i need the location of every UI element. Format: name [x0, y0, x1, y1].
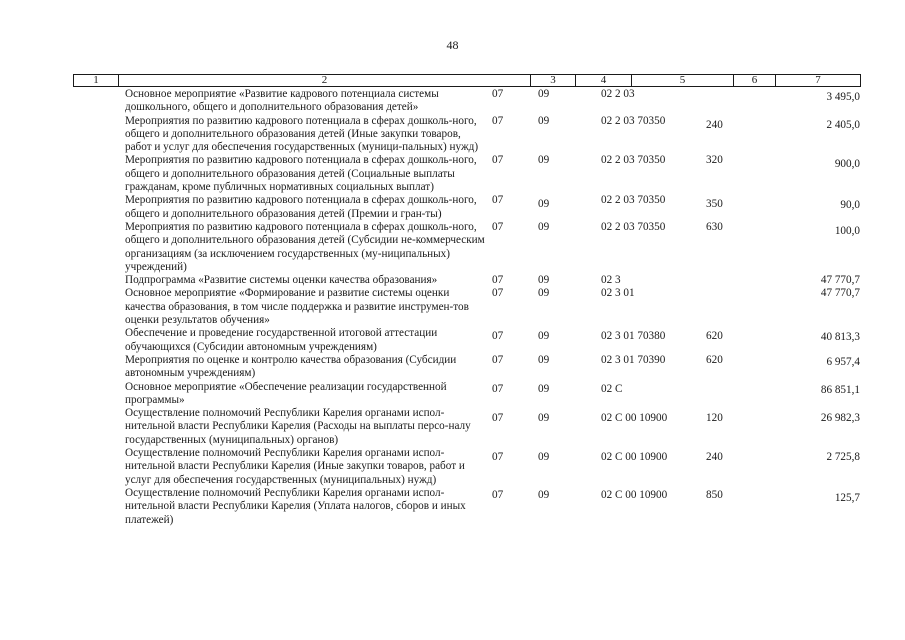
table-header	[73, 74, 861, 87]
row-name: Подпрограмма «Развитие системы оценки качества образования»	[125, 274, 438, 287]
row-name: Осуществление полномочий Республики Карелия органами испол-нительной власти Республики Карелия (Расходы на выплаты персо-налу государственных (муниципальных) органов)	[125, 407, 471, 446]
header-cell-5: 5	[632, 75, 734, 86]
row-name: Осуществление полномочий Республики Карелия органами испол-нительной власти Республики Карелия (Иные закупки товаров, работ и услуг для обеспечения государственных (муниципальных) нужд)	[125, 447, 465, 486]
row-name: Основное мероприятие «Формирование и развитие системы оценки качества образования, в том числе поддержка и развитие инструмен-тов оценки результатов обучения»	[125, 287, 469, 327]
row-amount: 125,7	[834, 491, 860, 504]
row-expense-type: 850	[706, 488, 723, 501]
row-amount: 900,0	[834, 158, 860, 171]
table-row	[0, 354, 905, 381]
row-amount: 47 770,7	[820, 274, 860, 287]
row-target-code: 02 С	[601, 382, 623, 395]
table-row	[0, 115, 905, 155]
row-section: 07	[492, 488, 504, 501]
row-name: Основное мероприятие «Обеспечение реализации государственной программы»	[125, 380, 447, 406]
row-target-code: 02 2 03	[601, 88, 635, 100]
row-target-code: 02 2 03 70350	[601, 114, 666, 127]
row-target-code: 02 С 00 10900	[601, 412, 668, 425]
row-subsection: 09	[538, 451, 550, 464]
row-section: 07	[492, 194, 504, 207]
row-target-code: 02 С 00 10900	[601, 451, 668, 464]
row-subsection: 09	[538, 220, 550, 233]
row-target-code: 02 3 01	[601, 287, 635, 300]
header-cell-1: 1	[74, 75, 119, 86]
row-expense-type: 350	[706, 198, 723, 211]
row-subsection: 09	[538, 154, 550, 167]
header-cell-7: 7	[815, 74, 821, 86]
row-expense-type: 620	[706, 353, 723, 366]
row-name: Обеспечение и проведение государственной итоговой аттестации обучающихся (Субсидии автономным учреждениям)	[125, 327, 438, 353]
row-section: 07	[492, 88, 504, 100]
row-amount: 90,0	[840, 199, 860, 212]
row-amount: 6 957,4	[826, 355, 860, 368]
table-row	[0, 88, 905, 115]
row-subsection: 09	[538, 412, 550, 425]
header-cell-6: 6	[734, 75, 776, 86]
row-section: 07	[492, 287, 504, 300]
row-name: Основное мероприятие «Развитие кадрового потенциала системы дошкольного, общего и дополнительного образования детей»	[125, 88, 439, 114]
row-subsection: 09	[538, 114, 550, 127]
table-row	[0, 287, 905, 327]
row-amount: 2 405,0	[826, 118, 860, 131]
table-row	[0, 274, 905, 287]
row-section: 07	[492, 451, 504, 464]
row-expense-type: 120	[706, 412, 723, 425]
row-section: 07	[492, 114, 504, 127]
row-target-code: 02 3 01 70380	[601, 330, 666, 343]
row-section: 07	[492, 412, 504, 425]
header-cell-2: 2	[119, 75, 531, 86]
row-section: 07	[492, 154, 504, 167]
row-subsection: 09	[538, 488, 550, 501]
row-subsection: 09	[538, 330, 550, 343]
row-subsection: 09	[538, 382, 550, 395]
row-amount: 86 851,1	[820, 383, 860, 396]
table-row	[0, 381, 905, 408]
row-target-code: 02 3 01 70390	[601, 353, 666, 366]
row-target-code: 02 3	[601, 274, 621, 287]
row-amount: 26 982,3	[820, 412, 860, 425]
row-subsection: 09	[538, 287, 550, 300]
row-amount: 2 725,8	[826, 451, 860, 464]
table-row	[0, 407, 905, 447]
table-row	[0, 487, 905, 527]
row-name: Мероприятия по развитию кадрового потенциала в сферах дошколь-ного, общего и дополнительного образования детей (Иные закупки товаров, работ и услуг для обеспечения государственных (муници-пальных) нужд)	[125, 114, 479, 154]
table-row	[0, 327, 905, 354]
row-amount: 47 770,7	[820, 287, 860, 300]
row-amount: 100,0	[834, 224, 860, 237]
row-target-code: 02 2 03 70350	[601, 154, 666, 167]
table-row	[0, 447, 905, 487]
row-section: 07	[492, 353, 504, 366]
table-body	[0, 88, 905, 527]
row-name: Мероприятия по развитию кадрового потенциала в сферах дошколь-ного, общего и дополнительного образования детей (Субсидии не-коммерческим организациям (за исключением государственных (му-ниципальных) учреждений)	[125, 220, 485, 273]
row-expense-type: 240	[706, 118, 723, 131]
row-expense-type: 630	[706, 220, 723, 233]
row-name: Осуществление полномочий Республики Карелия органами испол-нительной власти Республики Карелия (Уплата налогов, сборов и иных платежей)	[125, 486, 466, 526]
row-target-code: 02 2 03 70350	[601, 194, 666, 207]
row-name: Мероприятия по развитию кадрового потенциала в сферах дошколь-ного, общего и дополнительного образования детей (Социальные выплаты гражданам, кроме публичных нормативных социальных выплат)	[125, 154, 477, 194]
row-subsection: 09	[538, 274, 550, 287]
row-section: 07	[492, 330, 504, 343]
table-row	[0, 221, 905, 274]
row-subsection: 09	[538, 88, 550, 100]
row-target-code: 02 С 00 10900	[601, 488, 668, 501]
row-expense-type: 620	[706, 330, 723, 343]
header-cell-3: 3	[531, 75, 576, 86]
table-row	[0, 194, 905, 221]
row-amount: 40 813,3	[820, 331, 860, 344]
row-name: Мероприятия по оценке и контролю качества образования (Субсидии автономным учреждениям)	[125, 353, 457, 380]
row-name: Мероприятия по развитию кадрового потенциала в сферах дошколь-ного, общего и дополнительного образования детей (Премии и гран-ты)	[125, 194, 477, 220]
row-amount: 3 495,0	[826, 91, 860, 103]
row-expense-type: 240	[706, 451, 723, 464]
row-section: 07	[492, 274, 504, 287]
row-subsection: 09	[538, 198, 550, 211]
table-row	[0, 154, 905, 194]
row-expense-type: 320	[706, 154, 723, 167]
row-section: 07	[492, 382, 504, 395]
header-cell-4: 4	[576, 75, 632, 86]
row-section: 07	[492, 220, 504, 233]
row-subsection: 09	[538, 353, 550, 366]
row-target-code: 02 2 03 70350	[601, 220, 666, 233]
page-number: 48	[446, 38, 459, 52]
